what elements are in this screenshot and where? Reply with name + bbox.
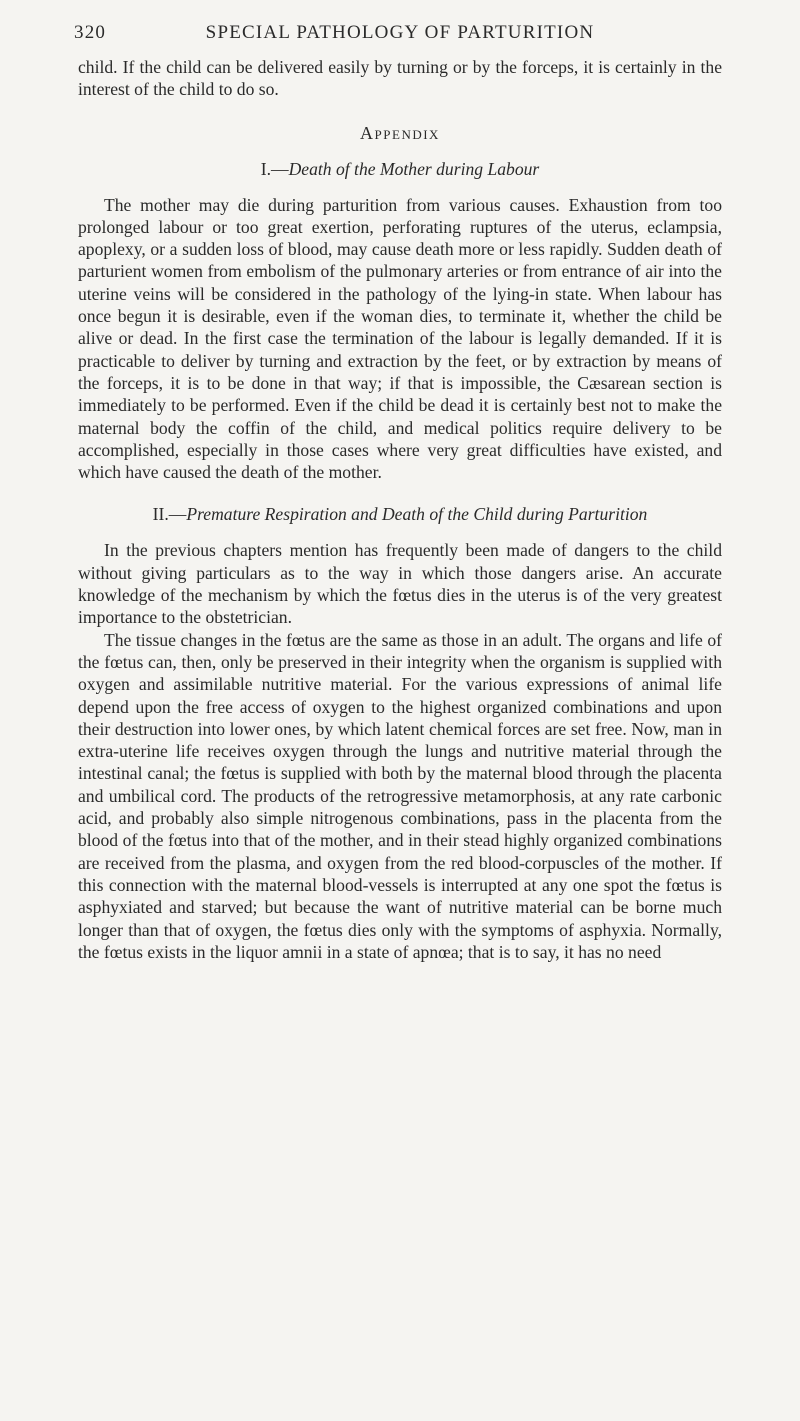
appendix-heading: Appendix	[360, 122, 440, 143]
paragraph-continuation: child. If the child can be delivered easily by turning or by the forceps, it is certainly in the interest of the child to do so.	[78, 57, 722, 100]
section-number: I.—	[260, 158, 289, 179]
paragraph: The tissue changes in the fœtus are the same as those in an adult. The organs and life of the fœtus can, then, only be preserved in their integrity when the organism is supplied with oxygen and assimilable nutritive material. For the various expressions of animal life depend upon the free access of oxygen to the highest organized combinations and upon their destruction into lower ones, by which latent chemical forces are set free. Now, man in extra-uterine life receives oxygen through the lungs and nutritive material through the intestinal canal; the fœtus is supplied with both by the maternal blood through the placenta and umbilical cord. The products of the retrogressive metamorphosis, at any rate carbonic acid, and probably also simple nitrogenous combinations, pass in the placenta from the blood of the fœtus into that of the mother, and in their stead highly organized combinations are received from the plasma, and oxygen from the red blood-corpuscles of the mother. If this connection with the maternal blood-vessels is interrupted at any one spot the fœtus is asphyxiated and starved; but because the want of nutritive material can be borne much longer than that of oxygen, the fœtus dies only with the symptoms of asphyxia. Normally, the fœtus exists in the liquor amnii in a state of apnœa; that is to say, it has no need	[78, 629, 722, 962]
section-number: II.—	[152, 504, 187, 525]
running-title: SPECIAL PATHOLOGY OF PARTURITION	[205, 22, 595, 43]
page-number: 320	[74, 22, 107, 43]
section-heading-1	[78, 158, 722, 180]
section-heading-2	[78, 503, 722, 525]
section-title-text: Premature Respiration and Death of the Child during Parturition	[186, 504, 648, 525]
paragraph: In the previous chapters mention has frequently been made of dangers to the child without giving particulars as to the way in which those dangers arise. An accurate knowledge of the mechanism by which the fœtus dies in the uterus is of the very greatest importance to the obstetrician.	[78, 540, 722, 628]
running-head	[74, 22, 722, 56]
section-title-text: Death of the Mother during Labour	[288, 158, 540, 179]
paragraph: The mother may die during parturition from various causes. Exhaustion from too prolonged labour or too great exertion, perforating ruptures of the uterus, eclampsia, apoplexy, or a sudden loss of blood, may cause death more or less rapidly. Sudden death of parturient women from embolism of the pulmonary arteries or from entrance of air into the uterine veins will be considered in the pathology of the lying-in state. When labour has once begun it is desirable, even if the woman dies, to terminate it, whether the child be alive or dead. In the first case the termination of the labour is legally demanded. If it is practicable to deliver by turning and extraction by the feet, or by extraction by means of the forceps, it is to be done in that way; if that is impossible, the Cæsarean section is immediately to be performed. Even if the child be dead it is certainly best not to make the maternal body the coffin of the child, and medical politics require delivery to be accomplished, especially in those cases where very great difficulties have existed, and which have caused the death of the mother.	[78, 194, 722, 483]
